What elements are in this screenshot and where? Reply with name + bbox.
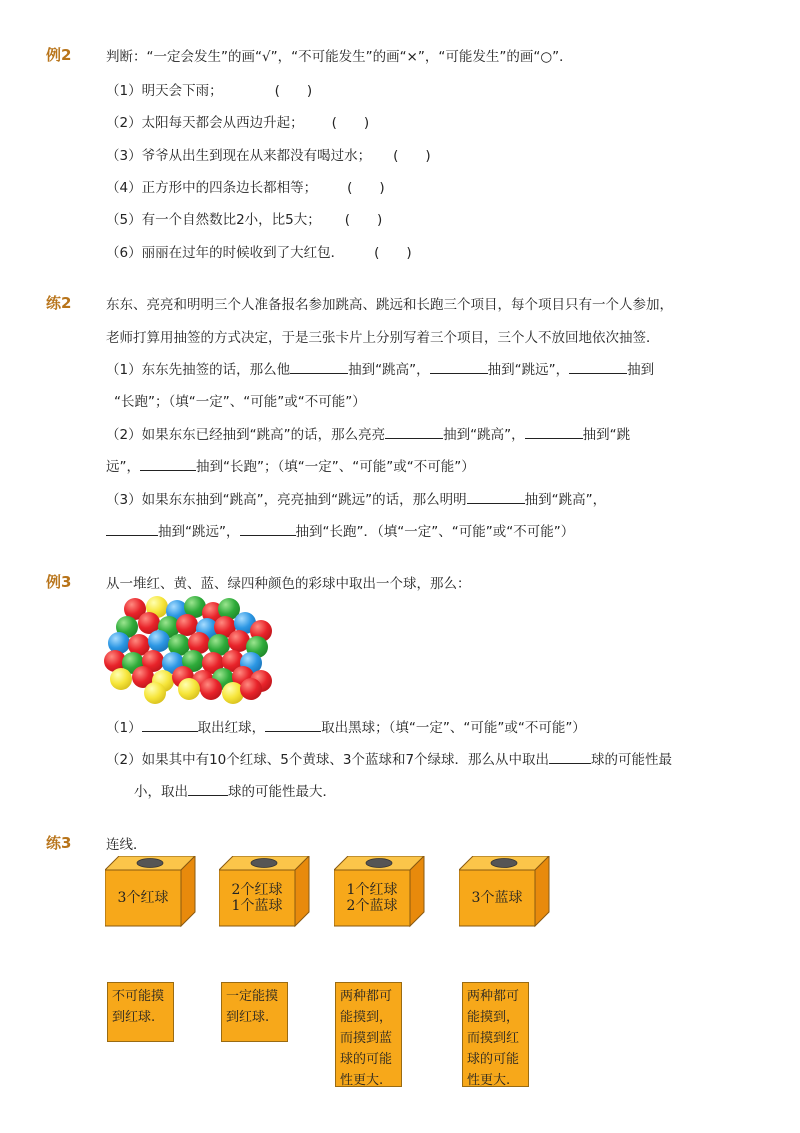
answer-blank[interactable] (467, 489, 525, 504)
answer-blank[interactable] (240, 521, 296, 536)
example-2-item-4: （4）正方形中的四条边长都相等； ( ) (106, 176, 385, 196)
practice-2-question-1: （1）东东先抽签的话，那么他 抽到“跳高”， 抽到“跳远”， 抽到 (106, 358, 654, 378)
answer-paren[interactable]: ( ) (344, 212, 383, 228)
practice-2-tag: 练2 (46, 294, 72, 312)
practice-2-question-3-cont: 抽到“跳远”， 抽到“长跑”．（填“一定”、“可能”或“不可能”） (106, 520, 574, 540)
box-label-line1: 3个蓝球 (471, 890, 523, 906)
statement-card-4[interactable]: 两种都可能摸到，而摸到红球的可能性更大. (462, 982, 529, 1087)
box-label-line2: 2个蓝球 (346, 898, 398, 914)
example-3-question-2: （2）如果其中有10个红球、5个黄球、3个蓝球和7个绿球．那么从中取出 球的可能性最 (106, 748, 672, 768)
ball (110, 668, 132, 690)
example-3-tag: 例3 (46, 573, 72, 591)
practice-3-intro: 连线． (106, 837, 147, 853)
answer-blank[interactable] (430, 359, 488, 374)
answer-blank[interactable] (188, 781, 228, 796)
answer-blank[interactable] (265, 717, 321, 732)
practice-2-question-2-cont: 远”， 抽到“长跑”；（填“一定”、“可能”或“不可能”） (106, 455, 475, 475)
answer-paren[interactable]: ( ) (374, 245, 412, 261)
practice-3-tag: 练3 (46, 834, 72, 852)
practice-2-paragraph-2: 老师打算用抽签的方式决定，于是三张卡片上分别写着三个项目，三个人不放回地依次抽签． (106, 330, 660, 346)
ball (200, 678, 222, 700)
statement-card-2[interactable]: 一定能摸到红球. (221, 982, 288, 1042)
practice-2-question-3: （3）如果东东抽到“跳高”，亮亮抽到“跳远”的话，那么明明 抽到“跳高”， (106, 488, 606, 508)
answer-blank[interactable] (569, 359, 627, 374)
answer-paren[interactable]: ( ) (331, 115, 370, 131)
example-2-item-1: （1）明天会下雨； ( ) (106, 79, 312, 99)
answer-paren[interactable]: ( ) (347, 180, 385, 196)
ball-box-3[interactable] (334, 856, 426, 928)
ball-box-2[interactable] (219, 856, 311, 928)
answer-blank[interactable] (142, 717, 198, 732)
statement-card-1[interactable]: 不可能摸到红球. (107, 982, 174, 1042)
answer-blank[interactable] (106, 521, 158, 536)
box-label-line1: 1个红球 (346, 882, 398, 898)
ball (178, 678, 200, 700)
example-2-item-2: （2）太阳每天都会从西边升起； ( ) (106, 111, 369, 131)
practice-2-paragraph-1: 东东、亮亮和明明三个人准备报名参加跳高、跳远和长跑三个项目，每个项目只有一个人参加， (106, 297, 673, 313)
box-label-line2: 1个蓝球 (231, 898, 283, 914)
example-2-item-6: （6）丽丽在过年的时候收到了大红包． ( ) (106, 241, 412, 261)
ball-box-4[interactable] (459, 856, 551, 928)
example-2-item-5: （5）有一个自然数比2小，比5大； ( ) (106, 208, 382, 228)
ball (240, 678, 262, 700)
example-3-question-1: （1） 取出红球， 取出黑球；（填“一定”、“可能”或“不可能”） (106, 716, 586, 736)
answer-paren[interactable]: ( ) (393, 148, 431, 164)
answer-blank[interactable] (385, 424, 443, 439)
ball (148, 630, 170, 652)
example-2-item-3: （3）爷爷从出生到现在从来都没有喝过水； ( ) (106, 144, 431, 164)
answer-paren[interactable]: ( ) (274, 83, 313, 99)
answer-blank[interactable] (549, 749, 591, 764)
box-label-line1: 2个红球 (231, 882, 283, 898)
example-3-intro: 从一堆红、黄、蓝、绿四种颜色的彩球中取出一个球，那么： (106, 576, 471, 592)
ball (144, 682, 166, 704)
colored-balls-image (104, 594, 272, 700)
answer-blank[interactable] (140, 456, 196, 471)
example-2-intro: 判断：“一定会发生”的画“√”，“不可能发生”的画“×”，“可能发生”的画“○”． (106, 49, 573, 65)
statement-card-3[interactable]: 两种都可能摸到，而摸到蓝球的可能性更大. (335, 982, 402, 1087)
ball-box-1[interactable] (105, 856, 197, 928)
answer-blank[interactable] (525, 424, 583, 439)
box-label-line1: 3个红球 (117, 890, 169, 906)
practice-2-question-2: （2）如果东东已经抽到“跳高”的话，那么亮亮 抽到“跳高”， 抽到“跳 (106, 423, 630, 443)
practice-2-question-1-cont: “长跑”；（填“一定”、“可能”或“不可能”） (114, 394, 366, 410)
answer-blank[interactable] (290, 359, 348, 374)
example-3-question-2-cont: 小，取出 球的可能性最大． (134, 780, 336, 800)
example-2-tag: 例2 (46, 46, 72, 64)
